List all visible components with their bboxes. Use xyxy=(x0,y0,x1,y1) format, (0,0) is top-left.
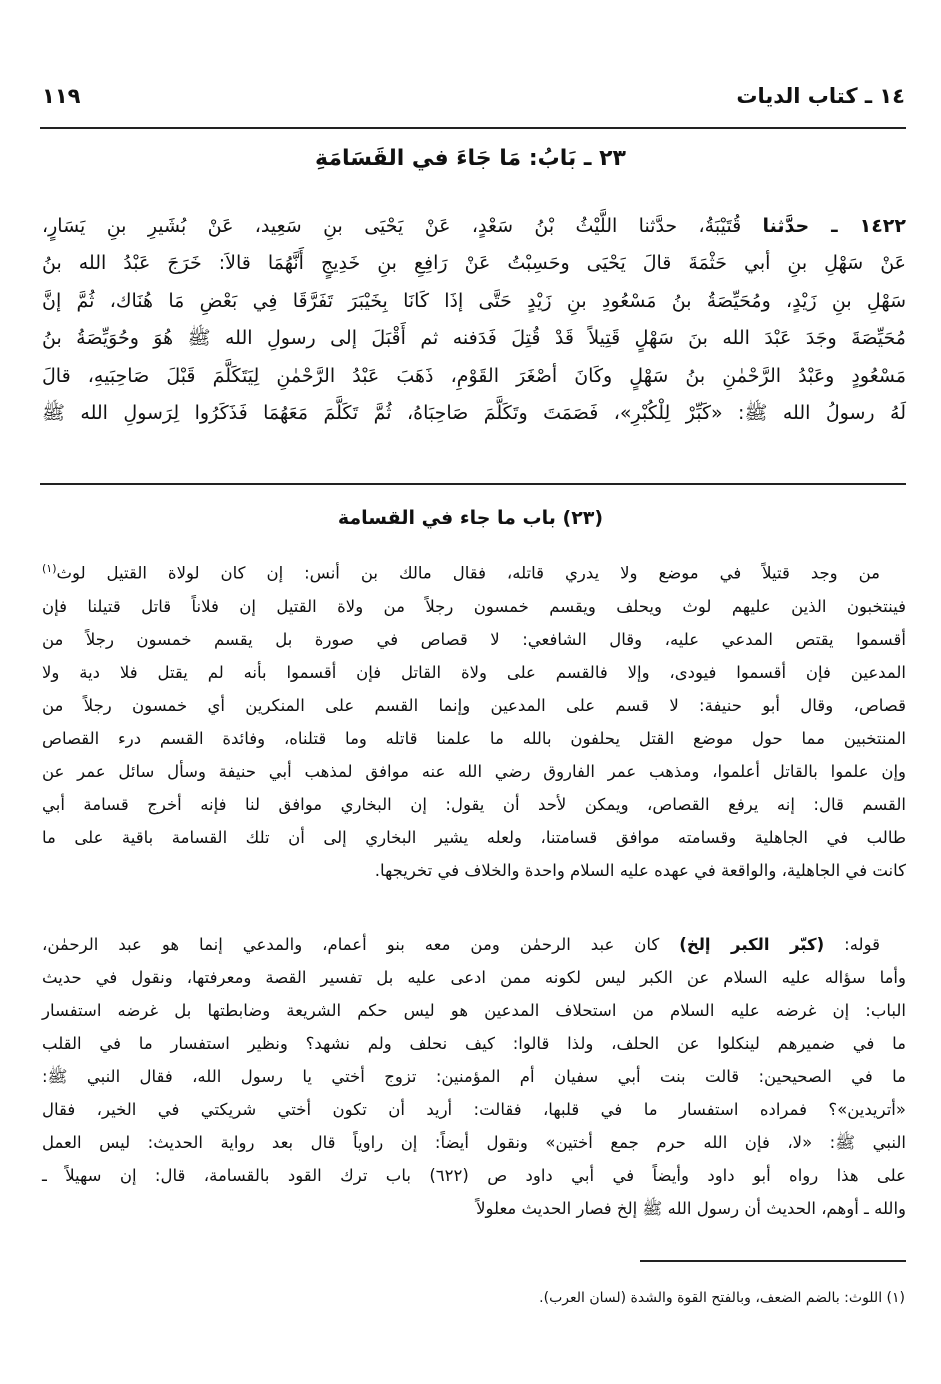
commentary-line: طالب في الجاهلية وقسامته موافق قسامتنا، ولعله يشير البخاري إلى أن تلك القسامة باقية على ما xyxy=(42,827,906,847)
page-number: ١١٩ xyxy=(42,84,81,108)
commentary-line: أقسموا يقتص المدعي عليه، وقال الشافعي: لا قصاص في صورة بل يقسم خمسون رجلاً من xyxy=(42,629,906,649)
hadith-line: مُحَيِّصَةَ وجَدَ عَبْدَ الله بنَ سَهْلٍ قَتِيلاً قَدْ قُتِلَ فَدَفنه ثم أَقْبَلَ إلى رسولِ الله ﷺ هُوَ وحُوَيِّصَةُ بنُ xyxy=(42,327,906,350)
commentary-line: على هذا رواه أبو داود وأيضاً في أبي داود ص (٦٢٢) باب ترك القود بالقسامة، قال: إن سهيلاً ـ xyxy=(42,1166,906,1185)
commentary-lead: قوله: xyxy=(824,935,880,954)
commentary-line: ما في الصحيحين: قالت بنت أبي سفيان أم المؤمنين: تزوج أختي يا رسول الله، فقال النبي ﷺ: xyxy=(42,1067,906,1086)
commentary-paragraph-1 xyxy=(42,552,906,887)
commentary-line-text: كان عبد الرحمٰن ومن معه بنو أعمام، والمدعي إنما هو عبد الرحمٰن، xyxy=(42,935,680,954)
commentary-line: والله ـ أوهم، الحديث أن رسول الله ﷺ إلخ فصار الحديث معلولاً xyxy=(476,1199,906,1218)
commentary-line: «أتريدين»؟ فمراده استفسار ما في قلبها، فقالت: أريد أن تكون أختي شريكتي في الخير، فقال xyxy=(42,1100,906,1119)
header-rule xyxy=(40,127,906,129)
hadith-number: ١٤٢٢ ـ حدَّثنا xyxy=(762,215,906,237)
commentary-line: المنتخبين مما حول موضع القتل يحلفون بالله ما علمنا قاتله وما قتلناه، وفائدة القسم درء القصاص xyxy=(42,728,906,748)
hadith-line: مَسْعُودٍ وعَبْدُ الرَّحْمٰنِ بنُ سَهْلٍ وكَانَ أصْغَرَ القَوْمِ، ذَهَبَ عَبْدُ الرَّحْمٰنِ لِيَتَكَلَّمَ قَبْلَ صَاحِبَيهِ، قالَ xyxy=(42,364,906,387)
commentary-line-text: من وجد قتيلاً في موضع ولا يدري قاتله، فقال مالك بن أنس: إن كان لولاة القتيل لوث xyxy=(56,563,880,583)
commentary-line: المدعين فإن أقسموا فيودى، وإلا فالقسم على ولاة القاتل فإن أقسموا بأنه لم يقتل فلا دية ولا xyxy=(42,662,906,682)
hadith-line: عَنْ سَهْلِ بنِ أبي حَثْمَةَ قالَ يَحْيَى وحَسِبْتُ عَنْ رَافِعِ بنِ خَدِيجٍ أَنَّهُمَا قالاَ: خَرَجَ عَبْدُ الله بنُ xyxy=(42,252,906,275)
footnote: (١) اللوث: بالضم الضعف، وبالفتح القوة والشدة (لسان العرب). xyxy=(539,1290,905,1306)
commentary-paragraph-2 xyxy=(42,928,906,1225)
commentary-line: القسم قال: إنه يرفع القصاص، ويمكن لأحد أن يقول: إن البخاري موافق لنا فإنه أخرج قسامة أبي xyxy=(42,794,906,814)
hadith-line-text: قُتَيْبَةُ، حدَّثنا اللَّيْثُ بْنُ سَعْدٍ، عَنْ يَحْيَى بنِ سَعِيد، عَنْ بُشَيرِ بنِ يَسَارٍ، xyxy=(42,215,742,237)
commentary-line: قصاص، وقال أبو حنيفة: لا قسم على المدعين وإنما القسم على المنكرين أي خمسون رجلاً من xyxy=(42,695,906,715)
commentary-line: فينتخبون الذين عليهم لوث ويحلف ويقسم خمسون رجلاً من ولاة القتيل إن فلاناً قاتل قتيلنا فإن xyxy=(42,596,906,616)
section-rule xyxy=(40,483,906,485)
commentary-heading: (٢٣) باب ما جاء في القسامة xyxy=(337,507,604,529)
hadith-line xyxy=(42,208,906,245)
commentary-line: ما في ضميرهم لينكلوا عن الحلف، ولذا قالوا: كيف نحلف ولم نشهد؟ ونظير استفسار ما في القلب xyxy=(42,1034,906,1053)
commentary-line: وإن علموا بالقاتل أعلموا، ومذهب عمر الفاروق رضي الله عنه موافق لمذهب أبي حنيفة وسأل سائل عمر عن xyxy=(42,761,906,781)
hadith-text xyxy=(42,208,906,432)
hadith-line: لَهُ رسولُ الله ﷺ: «كَبِّرْ لِلْكُبْرِ»، فَصَمَتَ وتَكَلَّمَ صَاحِبَاهُ، ثُمَّ تَكَلَّمَ مَعَهُمَا فَذَكَرُوا لِرَسولِ الله ﷺ xyxy=(42,402,906,425)
hadith-line: سَهْلِ بنِ زَيْدٍ، ومُحَيِّصَةُ بنُ مَسْعُودِ بنِ زَيْدٍ حَتَّى إذَا كَانَا بِخَيْبَرَ تَفَرَّقَا فِي بَعْضِ مَا هُنَاك، ثُمَّ إنَّ xyxy=(42,289,906,312)
commentary-line: وأما سؤاله عليه السلام عن الكبر ليس لكونه ممن ادعى عليه بل تفسير القصة ومعرفتها، ونقول في حديث xyxy=(42,968,906,987)
commentary-line xyxy=(42,552,906,590)
chapter-title: ٢٣ ـ بَابُ: مَا جَاءَ في القَسَامَةِ xyxy=(315,146,626,171)
footnote-rule xyxy=(640,1260,906,1262)
commentary-line: الباب: إن غرضه عليه السلام من استحلاف المدعين هو ليس حكم الشريعة وضابطتها بل غرضه استفسار xyxy=(42,1001,906,1020)
running-title: ١٤ ـ كتاب الديات xyxy=(736,84,905,108)
commentary-line xyxy=(42,928,906,961)
commentary-line: النبي ﷺ: «لا، فإن الله حرم جمع أختين» ونقول أيضاً: إن راوياً قال بعد رواية الحديث: ليس العمل xyxy=(42,1133,906,1152)
commentary-line: كانت في الجاهلية، والواقعة في عهده عليه السلام واحدة والخلاف في تخريجها. xyxy=(374,860,906,880)
commentary-keyword: (كبّر الكبر إلخ) xyxy=(679,935,825,954)
footnote-marker[interactable]: (١) xyxy=(42,562,57,575)
